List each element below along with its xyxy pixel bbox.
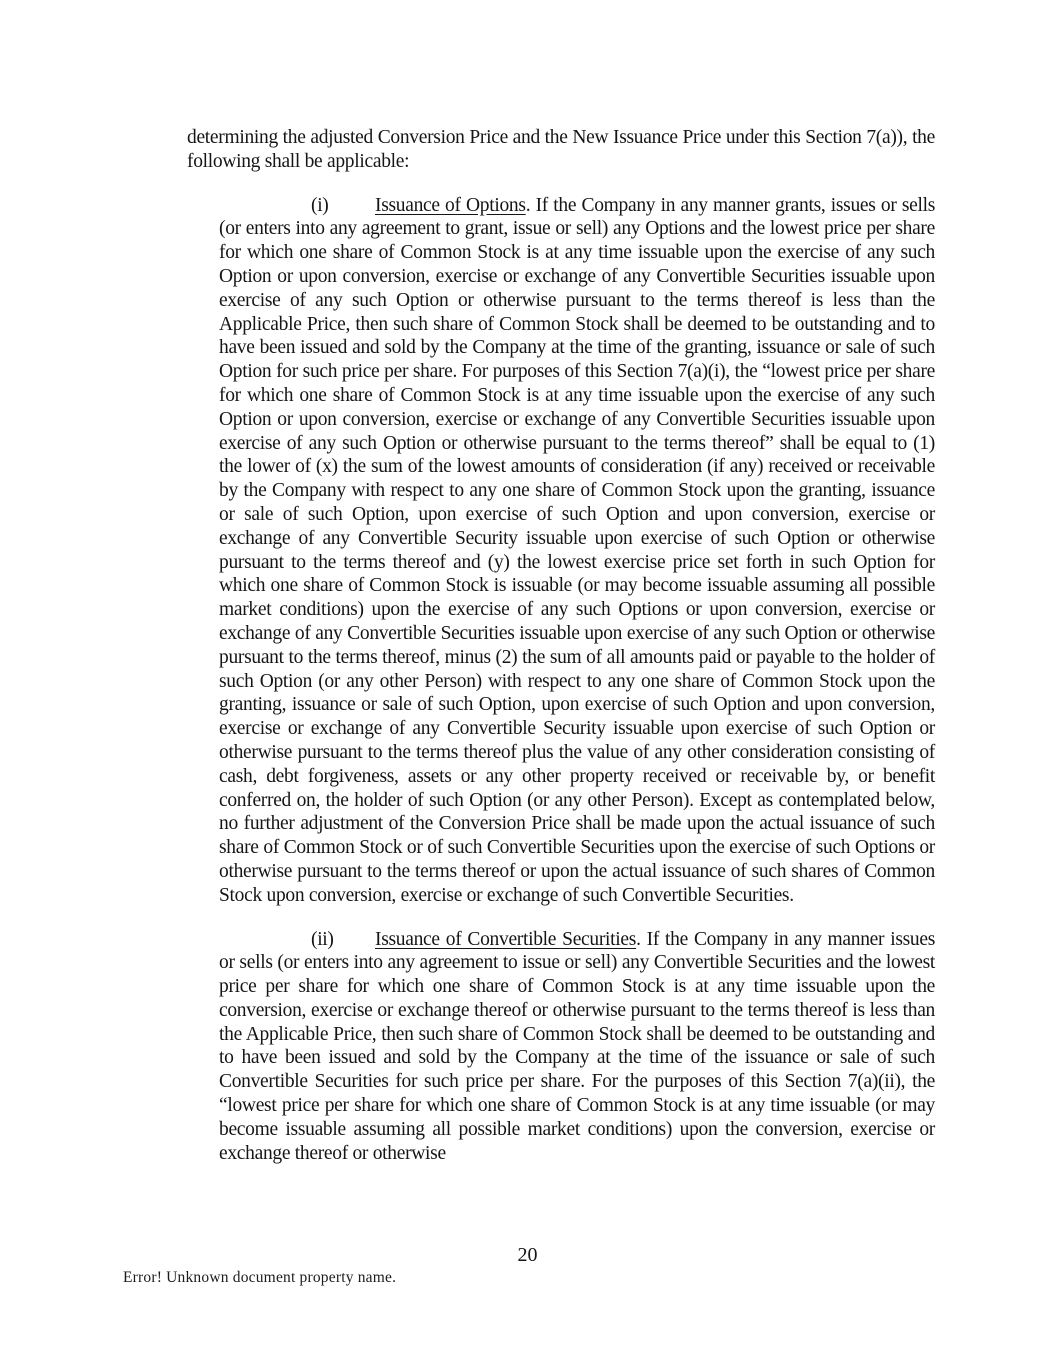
section-ii-marker: (ii) <box>311 928 334 950</box>
page-body <box>187 126 935 1165</box>
intro-paragraph: determining the adjusted Conversion Price and the New Issuance Price under this Section 7(a)), the following shall be applicable: <box>187 127 935 172</box>
section-i-paragraph <box>219 194 935 908</box>
footer-error-text: Error! Unknown document property name. <box>123 1269 397 1286</box>
section-ii-text: . If the Company in any manner issues or sells (or enters into any agreement to issue or sell) any Convertible Securities and the lowest price per share for which one share of Common Stock is at any time issuable upon the conversion, exercise or exchange thereof or otherwise pursuant to the terms thereof is less than the Applicable Price, then such share of Common Stock shall be deemed to be outstanding and to have been issued and sold by the Company at the time of the issuance or sale of such Convertible Securities for such price per share. For the purposes of this Section 7(a)(ii), the “lowest price per share for which one share of Common Stock is at any time issuable (or may become issuable assuming all possible market conditions) upon the conversion, exercise or exchange thereof or otherwise <box>219 928 935 1164</box>
section-i-heading: Issuance of Options <box>375 194 526 216</box>
section-i-marker: (i) <box>311 194 329 216</box>
section-ii-heading: Issuance of Convertible Securities <box>375 928 637 950</box>
section-ii-paragraph <box>219 928 935 1166</box>
page-number: 20 <box>517 1244 538 1266</box>
section-i-text: . If the Company in any manner grants, issues or sells (or enters into any agreement to grant, issue or sell) any Options and the lowest price per share for which one share of Common Stock is at any time issuable upon the exercise of any such Option or upon conversion, exercise or exchange of any Convertible Securities issuable upon exercise of any such Option or otherwise pursuant to the terms thereof is less than the Applicable Price, then such share of Common Stock shall be deemed to be outstanding and to have been issued and sold by the Company at the time of the granting, issuance or sale of such Option for such price per share. For purposes of this Section 7(a)(i), the “lowest price per share for which one share of Common Stock is at any time issuable upon the exercise of any such Option or upon conversion, exercise or exchange of any Convertible Securities issuable upon exercise of any such Option or otherwise pursuant to the terms thereof” shall be equal to (1) the lower of (x) the sum of the lowest amounts of consideration (if any) received or receivable by the Company with respect to any one share of Common Stock upon the granting, issuance or sale of such Option, upon exercise of such Option and upon conversion, exercise or exchange of any Convertible Security issuable upon exercise of such Option or otherwise pursuant to the terms thereof and (y) the lowest exercise price set forth in such Option for which one share of Common Stock is issuable (or may become issuable assuming all possible market conditions) upon the exercise of any such Options or upon conversion, exercise or exchange of any Convertible Securities issuable upon exercise of any such Option or otherwise pursuant to the terms thereof, minus (2) the sum of all amounts paid or payable to the holder of such Option (or any other Person) with respect to any one share of Common Stock upon the granting, issuance or sale of such Option, upon exercise of such Option and upon conversion, exercise or exchange of any Convertible Security issuable upon exercise of such Option or otherwise pursuant to the terms thereof plus the value of any other consideration consisting of cash, debt forgiveness, assets or any other property received or receivable by, or benefit conferred on, the holder of such Option (or any other Person). Except as contemplated below, no further adjustment of the Conversion Price shall be made upon the actual issuance of such share of Common Stock or of such Convertible Securities upon the exercise of such Options or otherwise pursuant to the terms thereof or upon the actual issuance of such shares of Common Stock upon conversion, exercise or exchange of such Convertible Securities. <box>219 194 936 906</box>
